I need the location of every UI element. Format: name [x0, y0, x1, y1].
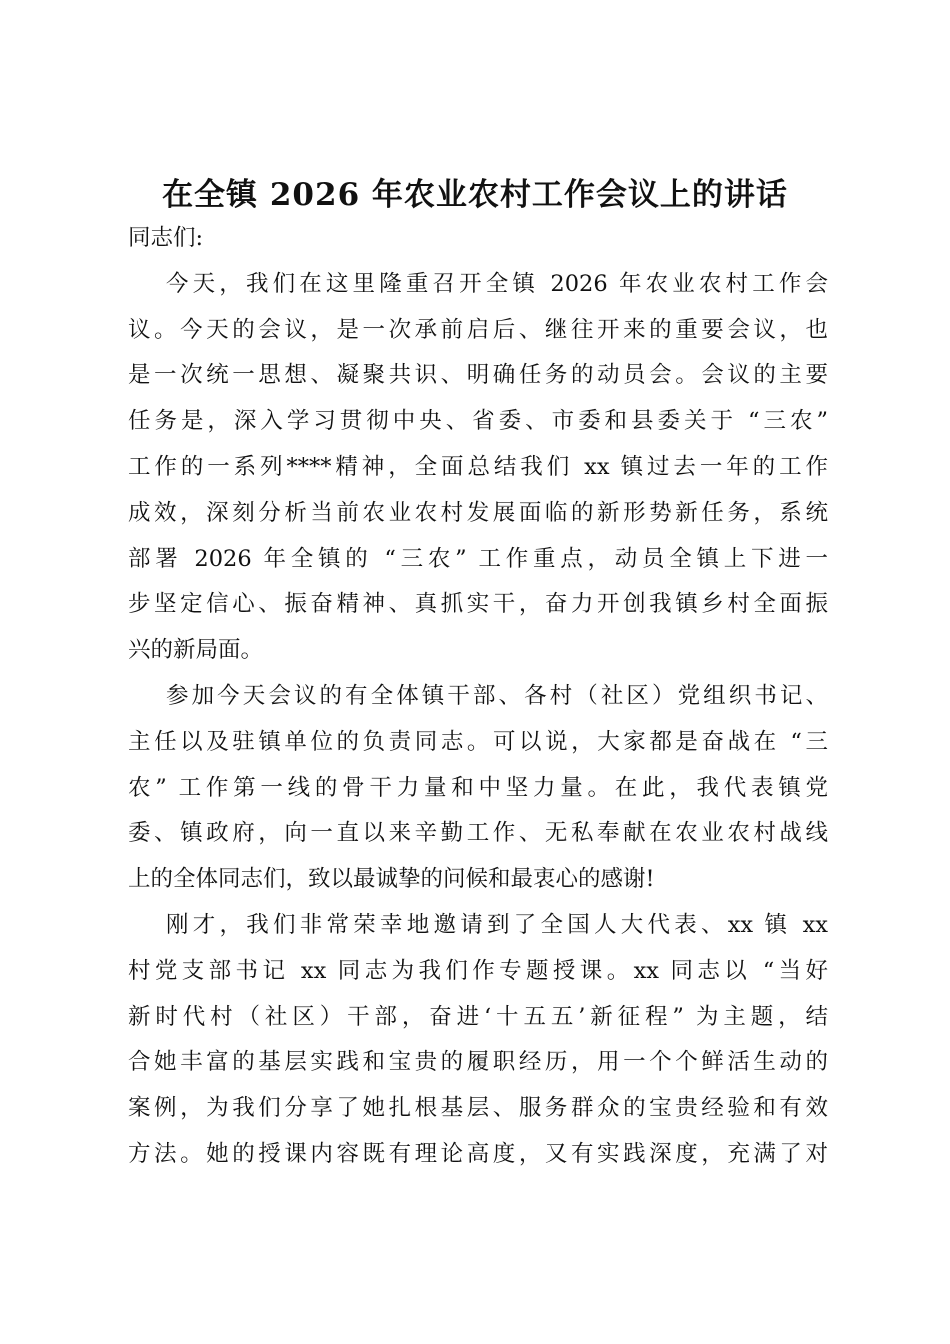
- paragraph-1-line: 今天，我们在这里隆重召开全镇 2026 年农业农村工作会: [166, 270, 828, 297]
- salutation: 同志们:: [128, 225, 204, 251]
- paragraph-2-line: 委、镇政府，向一直以来辛勤工作、无私奉献在农业农村战线: [128, 820, 828, 847]
- paragraph-3-line: 案例，为我们分享了她扎根基层、服务群众的宝贵经验和有效: [128, 1095, 828, 1122]
- paragraph-1-line: 部署 2026 年全镇的 “三农” 工作重点，动员全镇上下进一: [128, 545, 828, 572]
- paragraph-1-line: 成效，深刻分析当前农业农村发展面临的新形势新任务，系统: [128, 499, 828, 526]
- paragraph-1-line: 步坚定信心、振奋精神、真抓实干，奋力开创我镇乡村全面振: [128, 591, 828, 618]
- paragraph-3-line: 刚才，我们非常荣幸地邀请到了全国人大代表、xx 镇 xx: [166, 911, 828, 938]
- paragraph-3-line: 方法。她的授课内容既有理论高度，又有实践深度，充满了对: [128, 1140, 828, 1167]
- paragraph-1-line: 议。今天的会议，是一次承前启后、继往开来的重要会议，也: [128, 316, 828, 343]
- paragraph-2-line: 参加今天会议的有全体镇干部、各村（社区）党组织书记、: [166, 682, 828, 709]
- paragraph-3-line: 新时代村（社区）干部，奋进‘十五五’新征程” 为主题，结: [128, 1003, 828, 1030]
- paragraph-3-line: 合她丰富的基层实践和宝贵的履职经历，用一个个鲜活生动的: [128, 1049, 828, 1076]
- paragraph-2-line: 农” 工作第一线的骨干力量和中坚力量。在此，我代表镇党: [128, 774, 828, 801]
- paragraph-2-line: 上的全体同志们，致以最诚挚的问候和最衷心的感谢!: [128, 866, 655, 893]
- document-body: [128, 216, 828, 1178]
- document-title: 在全镇 2026 年农业农村工作会议上的讲话: [162, 177, 788, 213]
- paragraph-2-line: 主任以及驻镇单位的负责同志。可以说，大家都是奋战在 “三: [128, 728, 828, 755]
- paragraph-1-line: 任务是，深入学习贯彻中央、省委、市委和县委关于 “三农”: [128, 408, 828, 435]
- paragraph-1-line: 是一次统一思想、凝聚共识、明确任务的动员会。会议的主要: [128, 362, 828, 389]
- paragraph-3-line: 村党支部书记 xx 同志为我们作专题授课。xx 同志以 “当好: [128, 957, 828, 984]
- paragraph-1-line: 工作的一系列****精神，全面总结我们 xx 镇过去一年的工作: [128, 453, 828, 480]
- paragraph-1-line: 兴的新局面。: [128, 637, 264, 664]
